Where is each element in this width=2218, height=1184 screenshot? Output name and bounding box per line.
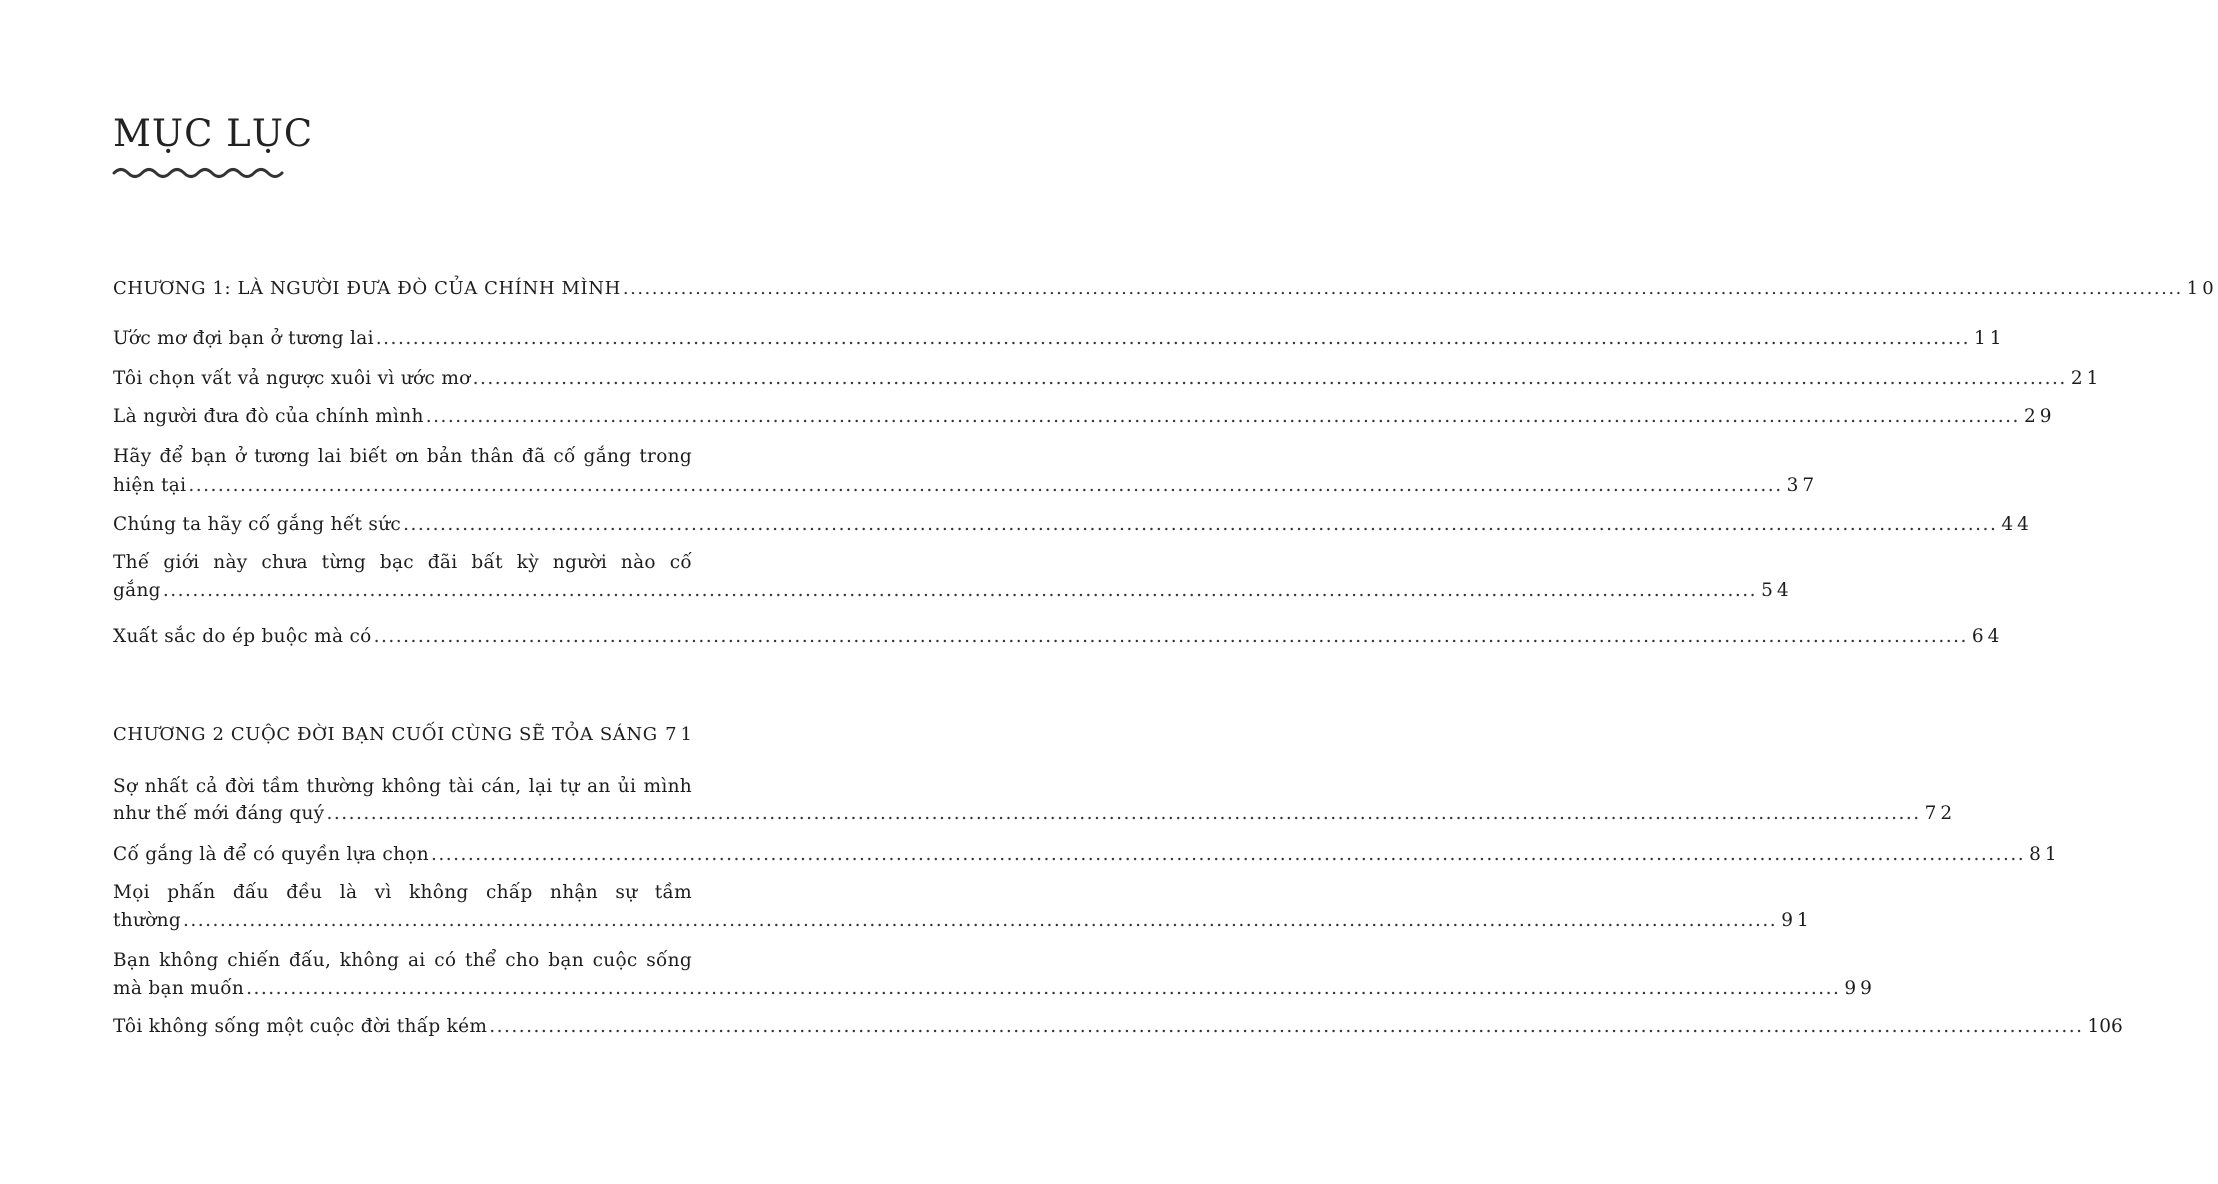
toc-entry[interactable] xyxy=(113,1012,2123,1042)
entry-title: như thế mới đáng quý xyxy=(113,803,325,824)
entry-title: mà bạn muốn xyxy=(113,978,245,999)
entry-title: Xuất sắc do ép buộc mà có xyxy=(113,626,372,647)
entry-title: Tôi không sống một cuộc đời thấp kém xyxy=(113,1016,488,1037)
toc-entry[interactable] xyxy=(113,364,2103,394)
toc-entry[interactable] xyxy=(113,906,1813,936)
dot-leader xyxy=(246,974,1840,1004)
toc-entry-line1[interactable]: Hãy để bạn ở tương lai biết ơn bản thân đã cố gắng trong xyxy=(113,446,692,467)
page-number: 21 xyxy=(2070,368,2103,389)
toc-entry[interactable] xyxy=(113,840,2061,870)
dot-leader xyxy=(403,510,1997,540)
page-number: 99 xyxy=(1844,978,1876,999)
entry-title: Tôi chọn vất vả ngược xuôi vì ước mơ xyxy=(113,368,471,389)
dot-leader xyxy=(163,576,1757,606)
toc-entry[interactable] xyxy=(113,799,1957,829)
toc-entry[interactable] xyxy=(113,510,2033,540)
entry-title: Chúng ta hãy cố gắng hết sức xyxy=(113,514,402,535)
toc-entry[interactable] xyxy=(113,576,1793,606)
dot-leader xyxy=(183,906,1777,936)
entry-title: gắng xyxy=(113,580,161,601)
page-number: 81 xyxy=(2029,844,2061,865)
toc-entry[interactable] xyxy=(113,471,1819,501)
dot-leader xyxy=(426,402,2020,432)
page-number: 71 xyxy=(665,724,696,745)
wave-divider-icon xyxy=(113,165,283,181)
page-number: 54 xyxy=(1761,580,1793,601)
dot-leader xyxy=(326,799,1920,829)
entry-title: hiện tại xyxy=(113,475,187,496)
chapter-2-heading[interactable] xyxy=(113,720,696,750)
page-number: 64 xyxy=(1971,626,2004,647)
dot-leader xyxy=(623,274,2183,304)
page-number: 72 xyxy=(1924,803,1957,824)
dot-leader xyxy=(376,324,1970,354)
dot-leader xyxy=(473,364,2067,394)
toc-entry-line1[interactable]: Sợ nhất cả đời tầm thường không tài cán, lại tự an ủi mình xyxy=(113,776,692,797)
toc-entry-line1[interactable]: Thế giới này chưa từng bạc đãi bất kỳ người nào cố xyxy=(113,552,692,573)
dot-leader xyxy=(489,1012,2083,1042)
page-number: 44 xyxy=(2001,514,2033,535)
page-number: 91 xyxy=(1781,910,1813,931)
toc-entry-line1[interactable]: Bạn không chiến đấu, không ai có thể cho bạn cuộc sống xyxy=(113,950,692,971)
chapter-title: CHƯƠNG 1: LÀ NGƯỜI ĐƯA ĐÒ CỦA CHÍNH MÌNH xyxy=(113,278,621,299)
page-number: 29 xyxy=(2023,406,2056,427)
entry-title: Ước mơ đợi bạn ở tương lai xyxy=(113,328,374,349)
toc-entry-line1[interactable]: Mọi phấn đấu đều là vì không chấp nhận sự tầm xyxy=(113,882,692,903)
toc-entry[interactable] xyxy=(113,622,2004,652)
dot-leader xyxy=(431,840,2025,870)
page-number: 106 xyxy=(2087,1016,2123,1037)
chapter-title: CHƯƠNG 2 CUỘC ĐỜI BẠN CUỐI CÙNG SẼ TỎA SÁNG xyxy=(113,724,658,745)
entry-title: thường xyxy=(113,910,181,931)
page-number: 37 xyxy=(1786,475,1819,496)
entry-title: Là người đưa đò của chính mình xyxy=(113,406,424,427)
page-title: MỤC LỤC xyxy=(113,112,314,155)
page-number: 11 xyxy=(1974,328,2006,349)
entry-title: Cố gắng là để có quyền lựa chọn xyxy=(113,844,429,865)
dot-leader xyxy=(374,622,1968,652)
toc-entry[interactable] xyxy=(113,402,2056,432)
dot-leader xyxy=(660,720,661,750)
page-number: 10 xyxy=(2186,278,2218,299)
chapter-1-heading[interactable] xyxy=(113,274,2218,304)
dot-leader xyxy=(188,471,1782,501)
toc-entry[interactable] xyxy=(113,974,1876,1004)
toc-entry[interactable] xyxy=(113,324,2006,354)
